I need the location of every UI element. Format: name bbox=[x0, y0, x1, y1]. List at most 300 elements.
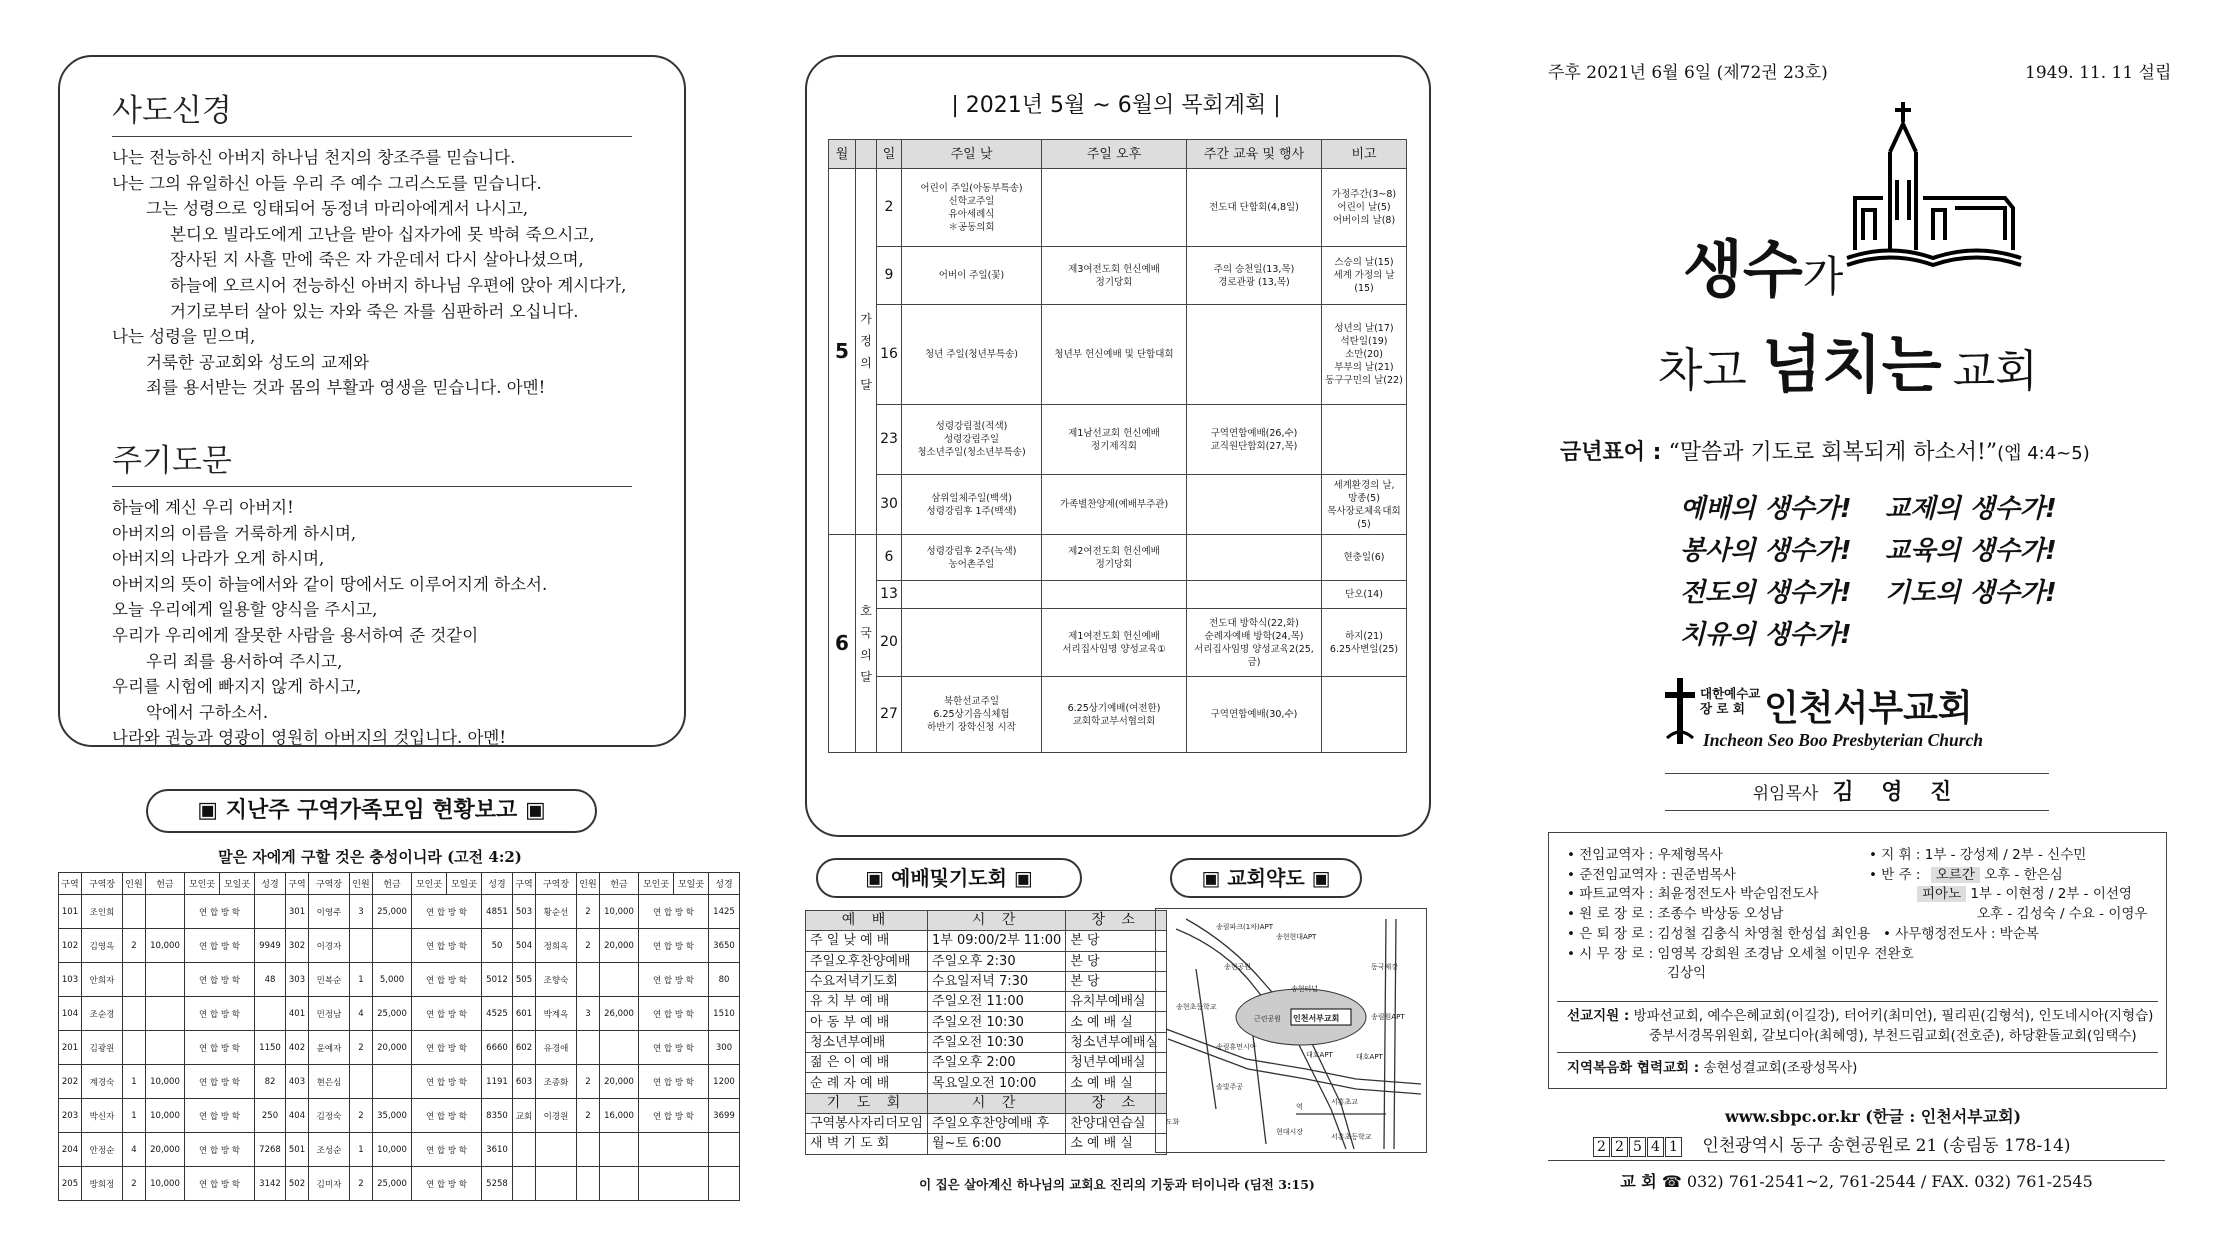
worship-cell: 젊 은 이 예 배 bbox=[806, 1053, 928, 1073]
map-label: 송림파크(1차)APT bbox=[1216, 923, 1274, 931]
report-cell bbox=[255, 997, 286, 1031]
report-cell: 박계옥 bbox=[536, 997, 577, 1031]
plan-afternoon: 청년부 헌신예배 및 단합대회 bbox=[1042, 305, 1187, 405]
report-cell: 25,000 bbox=[373, 997, 412, 1031]
report-cell: 연 합 방 학 bbox=[412, 997, 482, 1031]
plan-header: 주일 낮 bbox=[902, 140, 1042, 169]
plan-row bbox=[829, 169, 1407, 247]
plan-afternoon bbox=[1042, 581, 1187, 609]
report-cell: 연 합 방 학 bbox=[639, 929, 709, 963]
report-header: 구역장 bbox=[82, 873, 123, 895]
report-cell bbox=[709, 1167, 740, 1201]
zip-digit: 5 bbox=[1629, 1137, 1646, 1157]
report-cell bbox=[123, 895, 146, 929]
worship-row bbox=[806, 931, 1167, 951]
plan-header: 월 bbox=[829, 140, 856, 169]
report-cell: 502 bbox=[286, 1167, 309, 1201]
report-cell: 303 bbox=[286, 963, 309, 997]
report-cell: 이영주 bbox=[309, 895, 350, 929]
report-header: 구역 bbox=[513, 873, 536, 895]
creed-line: 나는 전능하신 아버지 하나님 천지의 창조주를 믿습니다. bbox=[112, 148, 516, 167]
church-emblem-icon bbox=[1663, 678, 1697, 744]
slogan: 예배의 생수가! bbox=[1680, 494, 1852, 524]
worship-row bbox=[806, 1134, 1167, 1154]
map-label: 현대시장 bbox=[1276, 1128, 1304, 1136]
report-cell: 1 bbox=[350, 963, 373, 997]
established-date: 1949. 11. 11 설립 bbox=[2025, 63, 2172, 83]
plan-row bbox=[829, 609, 1407, 677]
plan-weekly bbox=[1187, 581, 1322, 609]
phone-icon: ☎ bbox=[1661, 1172, 1682, 1191]
report-cell: 연 합 방 학 bbox=[639, 1031, 709, 1065]
report-cell bbox=[255, 895, 286, 929]
conductor: • 지 휘 : 1부 - 강성제 / 2부 - 신수민 bbox=[1869, 847, 2087, 863]
worship-cell: 본 당 bbox=[1066, 951, 1167, 971]
report-header: 헌금 bbox=[146, 873, 185, 895]
map-label: 인천서부교회 bbox=[1293, 1014, 1340, 1023]
report-cell: 20,000 bbox=[600, 1065, 639, 1099]
mission-line: 중부서경목위원회, 갈보디아(최혜영), 부천드림교회(전호준), 하당환돌교회(임택수) bbox=[1649, 1027, 2137, 1044]
worship-cell: 월~토 6:00 bbox=[928, 1134, 1066, 1154]
report-cell: 연 합 방 학 bbox=[185, 1031, 255, 1065]
worship-cell: 소 예 배 실 bbox=[1066, 1012, 1167, 1032]
plan-row bbox=[829, 475, 1407, 535]
worship-cell: 본 당 bbox=[1066, 931, 1167, 951]
report-cell bbox=[600, 1167, 639, 1201]
map-label: 송림원APT bbox=[1371, 1013, 1405, 1021]
prayer-line: 하늘에 계신 우리 아버지! bbox=[112, 497, 294, 517]
prayer-line: 아버지의 이름을 거룩하게 하시며, bbox=[112, 523, 357, 543]
denomination bbox=[1700, 686, 1760, 716]
plan-day: 16 bbox=[877, 305, 902, 405]
church-name-ko: 인천서부교회 bbox=[1764, 688, 1973, 729]
report-cell: 1 bbox=[123, 1099, 146, 1133]
report-cell: 3650 bbox=[709, 929, 740, 963]
prayer-title: 주기도문 bbox=[112, 435, 632, 487]
report-cell: 연 합 방 학 bbox=[185, 1065, 255, 1099]
report-cell: 교회 bbox=[513, 1099, 536, 1133]
plan-day: 30 bbox=[877, 475, 902, 535]
report-cell bbox=[350, 929, 373, 963]
plan-note: 성년의 날(17) 석탄일(19) 소만(20) 부부의 날(21) 동구구민의 날(22) bbox=[1322, 305, 1407, 405]
map-label: 근린공원 bbox=[1254, 1015, 1282, 1023]
report-cell: 연 합 방 학 bbox=[412, 963, 482, 997]
plan-afternoon bbox=[1042, 169, 1187, 247]
worship-cell: 청소년부예배 bbox=[806, 1032, 928, 1052]
report-header: 모인곳 bbox=[639, 873, 674, 895]
creed-line: 그는 성령으로 잉태되어 동정녀 마리아에게서 나시고, bbox=[146, 199, 529, 219]
report-cell: 2 bbox=[350, 1167, 373, 1201]
report-cell: 104 bbox=[59, 997, 82, 1031]
mission-label: 선교지원 : bbox=[1567, 1008, 1630, 1024]
report-cell: 403 bbox=[286, 1065, 309, 1099]
plan-day: 6 bbox=[877, 535, 902, 581]
accompanist bbox=[1869, 866, 2147, 886]
report-header: 구역장 bbox=[536, 873, 577, 895]
plan-weekly bbox=[1187, 305, 1322, 405]
report-cell: 2 bbox=[577, 1065, 600, 1099]
report-cell: 501 bbox=[286, 1133, 309, 1167]
plan-sunday: 성령강림절(적색) 성령강림주일 청소년주일(청소년부특송) bbox=[902, 405, 1042, 475]
plan-day: 9 bbox=[877, 247, 902, 305]
report-row bbox=[59, 997, 740, 1031]
report-row bbox=[59, 1099, 740, 1133]
local-partner bbox=[1567, 1059, 1857, 1079]
pastor-label: 위임목사 bbox=[1752, 784, 1819, 804]
report-cell: 연 합 방 학 bbox=[639, 895, 709, 929]
plan-weekly: 주의 승천일(13,목) 경로관광 (13,목) bbox=[1187, 247, 1322, 305]
church-bible-logo bbox=[1845, 100, 2025, 275]
worship-title: ▣ 예배및기도회 ▣ bbox=[816, 858, 1082, 898]
headline-line-1 bbox=[1683, 220, 1843, 309]
worship-cell: 청년부예배실 bbox=[1066, 1053, 1167, 1073]
zip-digit: 4 bbox=[1647, 1137, 1664, 1157]
report-cell: 조종화 bbox=[536, 1065, 577, 1099]
slogan: 봉사의 생수가! bbox=[1680, 536, 1852, 566]
worship-cell: 찬양대연습실 bbox=[1066, 1113, 1167, 1133]
worship-cell: 본 당 bbox=[1066, 971, 1167, 991]
plan-month: 6 bbox=[829, 535, 856, 753]
report-cell: 민복순 bbox=[309, 963, 350, 997]
worship-row bbox=[806, 1053, 1167, 1073]
report-row bbox=[59, 1167, 740, 1201]
report-cell bbox=[146, 997, 185, 1031]
report-cell: 205 bbox=[59, 1167, 82, 1201]
report-cell: 이경원 bbox=[536, 1099, 577, 1133]
report-cell: 1 bbox=[350, 1133, 373, 1167]
divider bbox=[1557, 1001, 2158, 1002]
staff-line: • 원 로 장 로 : 조종수 박상동 오성남 bbox=[1567, 906, 1784, 923]
plan-row bbox=[829, 535, 1407, 581]
staff-line: • 준전임교역자 : 권준범목사 bbox=[1567, 866, 1736, 883]
report-cell bbox=[600, 963, 639, 997]
report-cell: 10,000 bbox=[373, 1133, 412, 1167]
report-cell: 503 bbox=[513, 895, 536, 929]
report-row bbox=[59, 929, 740, 963]
report-cell: 2 bbox=[577, 929, 600, 963]
report-cell: 김정숙 bbox=[309, 1099, 350, 1133]
report-cell: 연 합 방 학 bbox=[412, 1099, 482, 1133]
contact-phone bbox=[1548, 1160, 2165, 1192]
report-cell: 연 합 방 학 bbox=[412, 1167, 482, 1201]
report-cell: 2 bbox=[123, 1167, 146, 1201]
report-cell bbox=[536, 1167, 577, 1201]
report-header: 성경 bbox=[482, 873, 513, 895]
worship-cell: 청소년부예배실 bbox=[1066, 1032, 1167, 1052]
report-cell: 10,000 bbox=[146, 929, 185, 963]
report-cell bbox=[146, 963, 185, 997]
report-header: 성경 bbox=[709, 873, 740, 895]
organ-label: 오르간 bbox=[1931, 867, 1980, 883]
divider bbox=[1557, 1052, 2158, 1053]
slogan: 교육의 생수가! bbox=[1885, 536, 2057, 566]
report-header: 성경 bbox=[255, 873, 286, 895]
report-cell: 연 합 방 학 bbox=[185, 895, 255, 929]
report-cell: 82 bbox=[255, 1065, 286, 1099]
creed-line: 죄를 용서받는 것과 몸의 부활과 영생을 믿습니다. 아멘! bbox=[146, 378, 546, 398]
plan-sunday: 성령강림후 2주(녹색) 농어촌주일 bbox=[902, 535, 1042, 581]
worship-header: 장 소 bbox=[1066, 911, 1167, 931]
worship-row bbox=[806, 1073, 1167, 1093]
report-cell: 10,000 bbox=[146, 1167, 185, 1201]
report-cell: 조성순 bbox=[309, 1133, 350, 1167]
plan-sunday bbox=[902, 581, 1042, 609]
report-cell: 16,000 bbox=[600, 1099, 639, 1133]
headline-word: 교회 bbox=[1952, 346, 2038, 397]
report-header: 모인곳 bbox=[412, 873, 447, 895]
report-cell: 조인희 bbox=[82, 895, 123, 929]
report-cell: 5258 bbox=[482, 1167, 513, 1201]
report-cell: 연 합 방 학 bbox=[185, 963, 255, 997]
report-row bbox=[59, 895, 740, 929]
prayer-line: 우리 죄를 용서하여 주시고, bbox=[146, 651, 343, 671]
report-cell: 4 bbox=[350, 997, 373, 1031]
report-row bbox=[59, 1133, 740, 1167]
plan-row bbox=[829, 305, 1407, 405]
map-label: 송현터널 bbox=[1291, 985, 1319, 993]
report-cell: 10,000 bbox=[146, 1065, 185, 1099]
website[interactable]: www.sbpc.or.kr (한글 : 인천서부교회) bbox=[1725, 1107, 2022, 1126]
zip-digit: 2 bbox=[1593, 1137, 1610, 1157]
worship-cell: 목요일오전 10:00 bbox=[928, 1073, 1066, 1093]
local-label: 지역복음화 협력교회 : bbox=[1567, 1060, 1700, 1076]
report-cell: 계경숙 bbox=[82, 1065, 123, 1099]
slogan: 기도의 생수가! bbox=[1885, 578, 2057, 608]
report-cell: 3 bbox=[577, 997, 600, 1031]
worship-cell: 유치부예배실 bbox=[1066, 992, 1167, 1012]
report-cell: 5,000 bbox=[373, 963, 412, 997]
report-cell: 1 bbox=[123, 1065, 146, 1099]
plan-afternoon: 제3여전도회 헌신예배 정기당회 bbox=[1042, 247, 1187, 305]
report-cell: 3610 bbox=[482, 1133, 513, 1167]
map-label: 송현현대APT bbox=[1276, 933, 1317, 941]
worship-cell: 아 동 부 예 배 bbox=[806, 1012, 928, 1032]
prayer-line: 아버지의 뜻이 하늘에서와 같이 땅에서도 이루어지게 하소서. bbox=[112, 574, 548, 594]
report-cell bbox=[600, 1133, 639, 1167]
mission-line: 방파선교회, 예수은혜교회(이길강), 터어키(최미언), 필리핀(김형석), 인도네시아(지형습) bbox=[1633, 1008, 2154, 1024]
plan-header: 주간 교육 및 행사 bbox=[1187, 140, 1322, 169]
report-header: 구역장 bbox=[309, 873, 350, 895]
map-label: 역 bbox=[1296, 1103, 1303, 1111]
report-cell: 2 bbox=[123, 929, 146, 963]
piano-line bbox=[1869, 885, 2147, 905]
plan-weekly: 전도대 방학식(22,화) 순례자예배 방학(24,목) 서리집사임명 양성교육2(25,금) bbox=[1187, 609, 1322, 677]
report-cell: 201 bbox=[59, 1031, 82, 1065]
report-cell: 김영옥 bbox=[82, 929, 123, 963]
report-cell: 연 합 방 학 bbox=[185, 1167, 255, 1201]
mission-support bbox=[1567, 1007, 2153, 1046]
worship-header: 예 배 bbox=[806, 911, 928, 931]
plan-afternoon: 가족별찬양제(예배부주관) bbox=[1042, 475, 1187, 535]
report-cell: 박신자 bbox=[82, 1099, 123, 1133]
map-label: 솔빛주공 bbox=[1216, 1083, 1244, 1091]
creed-line: 하늘에 오르시어 전능하신 아버지 하나님 우편에 앉아 계시다가, bbox=[170, 275, 627, 295]
report-header: 모일곳 bbox=[674, 873, 709, 895]
denomination-line: 대한예수교 bbox=[1700, 686, 1761, 701]
plan-note bbox=[1322, 405, 1407, 475]
report-cell: 250 bbox=[255, 1099, 286, 1133]
report-row bbox=[59, 963, 740, 997]
organ-value: 오후 - 한은심 bbox=[1984, 866, 2063, 883]
report-cell: 4525 bbox=[482, 997, 513, 1031]
report-cell: 20,000 bbox=[146, 1133, 185, 1167]
report-cell: 연 합 방 학 bbox=[185, 929, 255, 963]
report-cell bbox=[709, 1133, 740, 1167]
prayer-line: 오늘 우리에게 일용할 양식을 주시고, bbox=[112, 600, 378, 620]
report-cell: 윤예자 bbox=[309, 1031, 350, 1065]
report-header: 인원 bbox=[577, 873, 600, 895]
report-cell: 20,000 bbox=[373, 1031, 412, 1065]
report-cell: 80 bbox=[709, 963, 740, 997]
worship-row bbox=[806, 1032, 1167, 1052]
creed-line: 본디오 빌라도에게 고난을 받아 십자가에 못 박혀 죽으시고, bbox=[170, 224, 595, 244]
plan-sunday: 청년 주일(청년부특송) bbox=[902, 305, 1042, 405]
staff-line: 김상익 bbox=[1667, 965, 1707, 982]
zip-digit: 1 bbox=[1665, 1137, 1682, 1157]
report-cell: 26,000 bbox=[600, 997, 639, 1031]
worship-row bbox=[806, 1012, 1167, 1032]
creed-line: 나는 그의 유일하신 아들 우리 주 예수 그리스도를 믿습니다. bbox=[112, 173, 542, 193]
report-cell bbox=[373, 1065, 412, 1099]
tel-number: 032) 761-2541~2, 761-2544 bbox=[1686, 1172, 1916, 1191]
map-label: 서흥초교 bbox=[1331, 1098, 1359, 1106]
report-cell: 602 bbox=[513, 1031, 536, 1065]
report-header: 헌금 bbox=[600, 873, 639, 895]
report-cell bbox=[146, 895, 185, 929]
map-title: ▣ 교회약도 ▣ bbox=[1170, 858, 1362, 898]
report-cell bbox=[123, 997, 146, 1031]
plan-note: 하지(21) 6.25사변일(25) bbox=[1322, 609, 1407, 677]
motto-text: “말씀과 기도로 회복되게 하소서!” bbox=[1668, 440, 1998, 465]
report-cell bbox=[639, 1133, 709, 1167]
report-cell: 안희자 bbox=[82, 963, 123, 997]
report-cell: 50 bbox=[482, 929, 513, 963]
address-text: 인천광역시 동구 송현공원로 21 (송림동 178-14) bbox=[1702, 1136, 2071, 1156]
slogan: 치유의 생수가! bbox=[1680, 620, 1852, 650]
creed-line: 거기로부터 살아 있는 자와 죽은 자를 심판하러 오십니다. bbox=[170, 301, 579, 321]
worship-row bbox=[806, 1113, 1167, 1133]
prayer-line: 나라와 권능과 영광이 영원히 아버지의 것입니다. 아멘! bbox=[112, 728, 507, 748]
slogan: 전도의 생수가! bbox=[1680, 578, 1852, 608]
worship-header: 기 도 회 bbox=[806, 1093, 928, 1113]
report-cell: 연 합 방 학 bbox=[185, 997, 255, 1031]
worship-cell: 새 벽 기 도 회 bbox=[806, 1134, 928, 1154]
motto-ref: (엡 4:4~5) bbox=[1997, 443, 2090, 464]
piano-label: 피아노 bbox=[1917, 886, 1966, 902]
worship-cell: 주 일 낮 예 배 bbox=[806, 931, 928, 951]
plan-afternoon: 제1남선교회 헌신예배 정기제직회 bbox=[1042, 405, 1187, 475]
report-cell: 504 bbox=[513, 929, 536, 963]
staff-line: • 은 퇴 장 로 : 김성철 김충식 차영철 한성섭 최인용 bbox=[1567, 925, 1871, 942]
plan-sunday bbox=[902, 609, 1042, 677]
report-cell: 연 합 방 학 bbox=[412, 1133, 482, 1167]
worship-cell: 구역봉사자리더모임 bbox=[806, 1113, 928, 1133]
plan-weekly: 구역연합예배(30,수) bbox=[1187, 677, 1322, 753]
worship-cell: 주일오전 11:00 bbox=[928, 992, 1066, 1012]
worship-cell: 주일오전 10:30 bbox=[928, 1032, 1066, 1052]
report-cell: 7268 bbox=[255, 1133, 286, 1167]
report-verse: 말은 자에게 구할 것은 충성이니라 (고전 4:2) bbox=[218, 848, 522, 866]
piano-value: 1부 - 이현정 / 2부 - 이선영 bbox=[1970, 886, 2132, 903]
creed-title: 사도신경 bbox=[112, 85, 632, 137]
report-cell: 6660 bbox=[482, 1031, 513, 1065]
plan-header: 일 bbox=[877, 140, 902, 169]
bulletin-date: 주후 2021년 6월 6일 (제72권 23호) bbox=[1548, 63, 1828, 83]
local-value: 송현성결교회(조광성목사) bbox=[1703, 1060, 1858, 1076]
report-cell: 2 bbox=[350, 1031, 373, 1065]
report-cell: 연 합 방 학 bbox=[185, 1099, 255, 1133]
worship-cell: 소 예 배 실 bbox=[1066, 1134, 1167, 1154]
report-cell bbox=[536, 1133, 577, 1167]
report-cell: 505 bbox=[513, 963, 536, 997]
plan-afternoon: 제2여전도회 헌신예배 정기당회 bbox=[1042, 535, 1187, 581]
plan-sunday: 삼위일체주일(백색) 성령강림후 1주(백색) bbox=[902, 475, 1042, 535]
worship-header: 시 간 bbox=[928, 1093, 1066, 1113]
creed-line: 장사된 지 사흘 만에 죽은 자 가운데서 다시 살아나셨으며, bbox=[170, 250, 584, 270]
plan-day: 27 bbox=[877, 677, 902, 753]
report-cell: 1200 bbox=[709, 1065, 740, 1099]
worship-cell: 유 치 부 예 배 bbox=[806, 992, 928, 1012]
report-cell: 3142 bbox=[255, 1167, 286, 1201]
report-header: 인원 bbox=[123, 873, 146, 895]
plan-header: 비고 bbox=[1322, 140, 1407, 169]
report-cell bbox=[639, 1167, 709, 1201]
church-address bbox=[1593, 1131, 2070, 1157]
report-cell: 김광원 bbox=[82, 1031, 123, 1065]
report-cell: 1510 bbox=[709, 997, 740, 1031]
report-cell: 황순선 bbox=[536, 895, 577, 929]
report-cell: 25,000 bbox=[373, 895, 412, 929]
report-cell bbox=[577, 1167, 600, 1201]
staff-box bbox=[1548, 832, 2167, 1089]
ministry-plan-table bbox=[828, 139, 1407, 753]
report-cell: 연 합 방 학 bbox=[412, 895, 482, 929]
plan-sunday: 어버이 주일(꽃) bbox=[902, 247, 1042, 305]
report-cell: 48 bbox=[255, 963, 286, 997]
report-cell: 2 bbox=[577, 1099, 600, 1133]
tel-label: 교 회 bbox=[1620, 1172, 1657, 1191]
plan-weekly: 전도대 단합회(4,8일) bbox=[1187, 169, 1322, 247]
staff-line: • 시 무 장 로 : 임영복 강희원 조경남 오세철 이민우 전완호 bbox=[1567, 945, 1914, 962]
report-cell: 방희정 bbox=[82, 1167, 123, 1201]
worship-cell: 주일오전 10:30 bbox=[928, 1012, 1066, 1032]
report-cell: 민정남 bbox=[309, 997, 350, 1031]
worship-schedule-table bbox=[805, 910, 1167, 1155]
staff-line: • 전임교역자 : 우제형목사 bbox=[1567, 847, 1723, 863]
plan-month-theme: 가 정 의 달 bbox=[856, 169, 877, 535]
report-cell: 유경애 bbox=[536, 1031, 577, 1065]
report-cell: 4851 bbox=[482, 895, 513, 929]
report-cell: 102 bbox=[59, 929, 82, 963]
zip-digit: 2 bbox=[1611, 1137, 1628, 1157]
prayer-text bbox=[112, 495, 632, 751]
report-cell: 103 bbox=[59, 963, 82, 997]
worship-header-row bbox=[806, 1093, 1167, 1113]
report-cell: 이경자 bbox=[309, 929, 350, 963]
worship-cell: 소 예 배 실 bbox=[1066, 1073, 1167, 1093]
report-cell: 401 bbox=[286, 997, 309, 1031]
report-cell: 조순경 bbox=[82, 997, 123, 1031]
plan-day: 23 bbox=[877, 405, 902, 475]
report-cell bbox=[373, 929, 412, 963]
report-cell: 300 bbox=[709, 1031, 740, 1065]
district-report-table bbox=[58, 872, 740, 1201]
fax-number: / FAX. 032) 761-2545 bbox=[1920, 1172, 2093, 1191]
plan-title: | 2021년 5월 ~ 6월의 목회계획 | bbox=[951, 93, 1281, 118]
plan-month-theme: 호 국 의 달 bbox=[856, 535, 877, 753]
plan-day: 2 bbox=[877, 169, 902, 247]
headline-strong: 생수 bbox=[1683, 233, 1803, 306]
